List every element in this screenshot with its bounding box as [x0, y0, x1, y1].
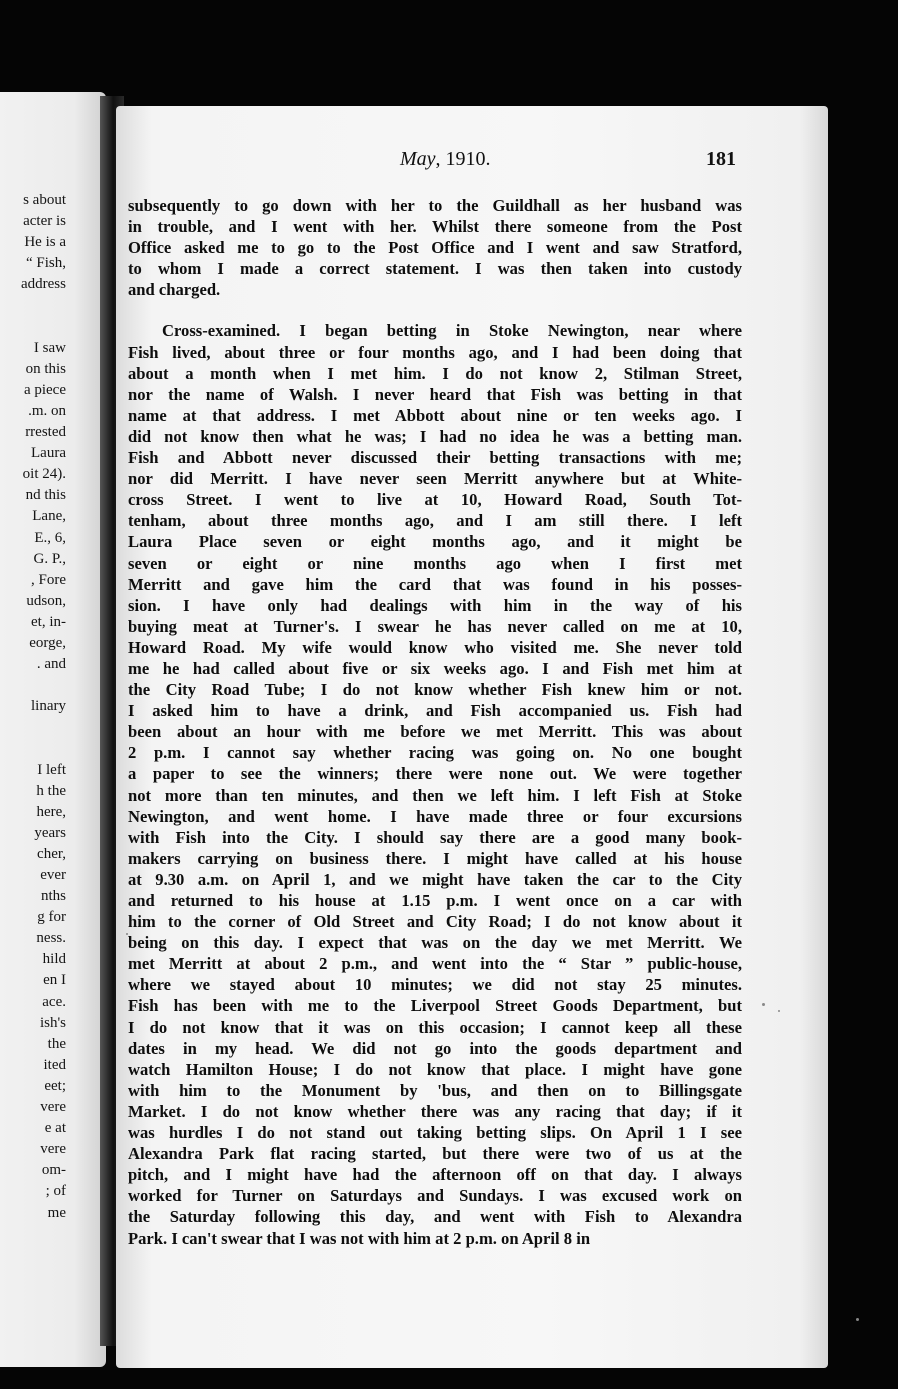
left-page-line: a piece	[23, 381, 66, 398]
text-line: and charged.	[128, 280, 221, 300]
left-page-line: g for	[37, 909, 66, 926]
text-line: Laura Place seven or eight months ago, and it might be	[128, 532, 742, 552]
text-line: nor did Merritt. I have never seen Merritt anywhere but at White-	[128, 469, 742, 489]
text-line: sion. I have only had dealings with him in the way of his	[128, 595, 742, 615]
left-page-text-fragments	[21, 190, 66, 1224]
left-page-line: oit 24).	[22, 466, 66, 483]
left-page-line: rrested	[25, 424, 66, 441]
text-line: buying meat at Turner's. I swear he has never called on me at 10,	[128, 616, 742, 636]
text-line: worked for Turner on Saturdays and Sundays. I was excused work on	[128, 1186, 742, 1206]
scan-speck	[762, 1003, 765, 1006]
left-page-line: “ Fish,	[25, 255, 66, 272]
text-line: Fish lived, about three or four months ago, and I had been doing that	[128, 342, 742, 362]
text-line: to whom I made a correct statement. I was then taken into custody	[128, 259, 742, 279]
text-line: about a month when I met him. I do not know 2, Stilman Street,	[128, 363, 742, 383]
left-page-line: om-	[41, 1162, 66, 1179]
running-title-month: May	[400, 148, 436, 170]
scan-speck	[778, 1010, 780, 1012]
left-page-line: address	[21, 276, 66, 293]
text-line: cross Street. I went to live at 10, Howard Road, South Tot-	[128, 490, 742, 510]
text-line: subsequently to go down with her to the Guildhall as her husband was	[128, 196, 742, 215]
left-page-line: on this	[25, 360, 66, 377]
text-line: did not know then what he was; I had no idea he was a betting man.	[128, 426, 742, 446]
text-line: a paper to see the winners; there were none out. We were together	[128, 764, 742, 784]
left-page-line	[21, 317, 66, 338]
text-line: where we stayed about 10 minutes; we did not stay 25 minutes.	[128, 975, 742, 995]
text-line: me he had called about five or six weeks ago. I and Fish met him at	[128, 658, 742, 678]
left-page-line: .m. on	[28, 402, 66, 419]
running-title-year: , 1910.	[435, 148, 491, 170]
left-page-line: the	[47, 1035, 66, 1052]
text-line: being on this day. I expect that was on the day we met Merritt. We	[128, 933, 742, 953]
left-page-line: ited	[43, 1056, 66, 1073]
text-line: with him to the Monument by 'bus, and then on to Billingsgate	[128, 1080, 742, 1100]
text-line: the Saturday following this day, and went with Fish to Alexandra	[128, 1207, 742, 1227]
left-page-line: en I	[43, 972, 66, 989]
text-line: Fish has been with me to the Liverpool Street Goods Department, but	[128, 996, 742, 1016]
left-page-line: eet;	[44, 1077, 66, 1094]
left-page-line	[21, 675, 66, 696]
text-line: Fish and Abbott never discussed their betting transactions with me;	[128, 448, 742, 468]
text-line: Office asked me to go to the Post Office and I went and saw Stratford,	[128, 238, 742, 258]
text-line: dates in my head. We did not go into the goods department and	[128, 1038, 742, 1058]
left-page-line: hild	[42, 951, 66, 968]
left-page-line: nths	[40, 888, 66, 905]
text-line: been about an hour with me before we met Merritt. This was about	[128, 722, 742, 742]
scan-speck	[856, 1318, 859, 1321]
left-page-line: E., 6,	[34, 529, 66, 546]
left-page-line: ace.	[42, 993, 66, 1010]
text-line: Merritt and gave him the card that was found in his posses-	[128, 574, 742, 594]
text-line: name at that address. I met Abbott about nine or ten weeks ago. I	[128, 405, 742, 425]
left-page-line: G. P.,	[33, 550, 66, 567]
page-number: 181	[706, 148, 736, 170]
left-page-line: ness.	[36, 930, 66, 947]
scan-speck	[126, 933, 128, 935]
text-line: Cross-examined. I began betting in Stoke Newington, near where	[162, 321, 742, 341]
text-line: Newington, and went home. I have made three or four excursions	[128, 806, 742, 826]
left-page-line: here,	[36, 803, 66, 820]
left-page-line	[21, 738, 66, 759]
text-line: pitch, and I might have had the afternoon off on that day. I always	[128, 1165, 742, 1185]
text-line: 2 p.m. I cannot say whether racing was going on. No one bought	[128, 743, 742, 763]
left-facing-page	[0, 92, 106, 1367]
text-line: makers carrying on business there. I might have called at his house	[128, 848, 742, 868]
text-line: with Fish into the City. I should say there are a good many book-	[128, 827, 742, 847]
left-page-line: ever	[40, 867, 66, 883]
text-line: Park. I can't swear that I was not with him at 2 p.m. on April 8 in	[128, 1228, 591, 1248]
text-line: was hurdles I do not stand out taking betting slips. On April 1 I see	[128, 1123, 742, 1143]
left-page-line: I saw	[33, 339, 66, 356]
left-page-line: s about	[23, 192, 66, 208]
left-page-line: I left	[37, 761, 66, 778]
left-page-line: me	[47, 1204, 66, 1221]
text-line: watch Hamilton House; I do not know that place. I might have gone	[128, 1059, 742, 1079]
left-page-line: et, in-	[31, 613, 66, 630]
text-line: Market. I do not know whether there was any racing that day; if it	[128, 1101, 742, 1121]
left-page-line: nd this	[25, 487, 66, 504]
text-line: at 9.30 a.m. on April 1, and we might have taken the car to the City	[128, 869, 742, 889]
left-page-line	[21, 295, 66, 316]
text-line: I asked him to have a drink, and Fish accompanied us. Fish had	[128, 701, 742, 721]
running-head	[0, 148, 740, 174]
text-line: I do not know that it was on this occasion; I cannot keep all these	[128, 1017, 742, 1037]
left-page-line: linary	[31, 698, 66, 715]
text-line: met Merritt at about 2 p.m., and went into the “ Star ” public-house,	[128, 954, 742, 974]
text-line: nor the name of Walsh. I never heard that Fish was betting in that	[128, 384, 742, 404]
text-line: not more than ten minutes, and then we left him. I left Fish at Stoke	[128, 785, 742, 805]
left-page-line: vere	[40, 1099, 66, 1116]
body-text	[128, 195, 742, 1249]
left-page-line: , Fore	[31, 571, 66, 588]
left-page-line: Laura	[31, 445, 66, 462]
left-page-line	[21, 717, 66, 738]
left-page-line: . and	[36, 656, 66, 673]
text-line: him to the corner of Old Street and City Road; I do not know about it	[128, 912, 742, 932]
text-line: tenham, about three months ago, and I am still there. I left	[128, 511, 742, 531]
left-page-line: h the	[36, 782, 66, 799]
left-page-line: cher,	[37, 845, 66, 862]
left-page-line: eorge,	[29, 634, 66, 651]
left-page-line: Lane,	[32, 508, 66, 525]
left-page-line: years	[34, 824, 66, 841]
left-page-line: He is a	[24, 234, 66, 251]
running-title	[400, 148, 491, 171]
left-page-line: e at	[44, 1120, 66, 1137]
left-page-line: ; of	[45, 1183, 66, 1200]
text-line: and returned to his house at 1.15 p.m. I went once on a car with	[128, 891, 742, 910]
left-page-line: vere	[40, 1141, 66, 1158]
text-line: seven or eight or nine months ago when I first met	[128, 553, 742, 573]
left-page-line: ish's	[39, 1014, 66, 1031]
text-line: the City Road Tube; I do not know whether Fish knew him or not.	[128, 680, 742, 700]
text-line: Howard Road. My wife would know who visited me. She never told	[128, 637, 742, 657]
left-page-line: udson,	[26, 592, 66, 609]
text-line: Alexandra Park flat racing started, but there were two of us at the	[128, 1144, 742, 1164]
left-page-line: acter is	[23, 213, 66, 230]
text-line: in trouble, and I went with her. Whilst there someone from the Post	[128, 217, 742, 237]
